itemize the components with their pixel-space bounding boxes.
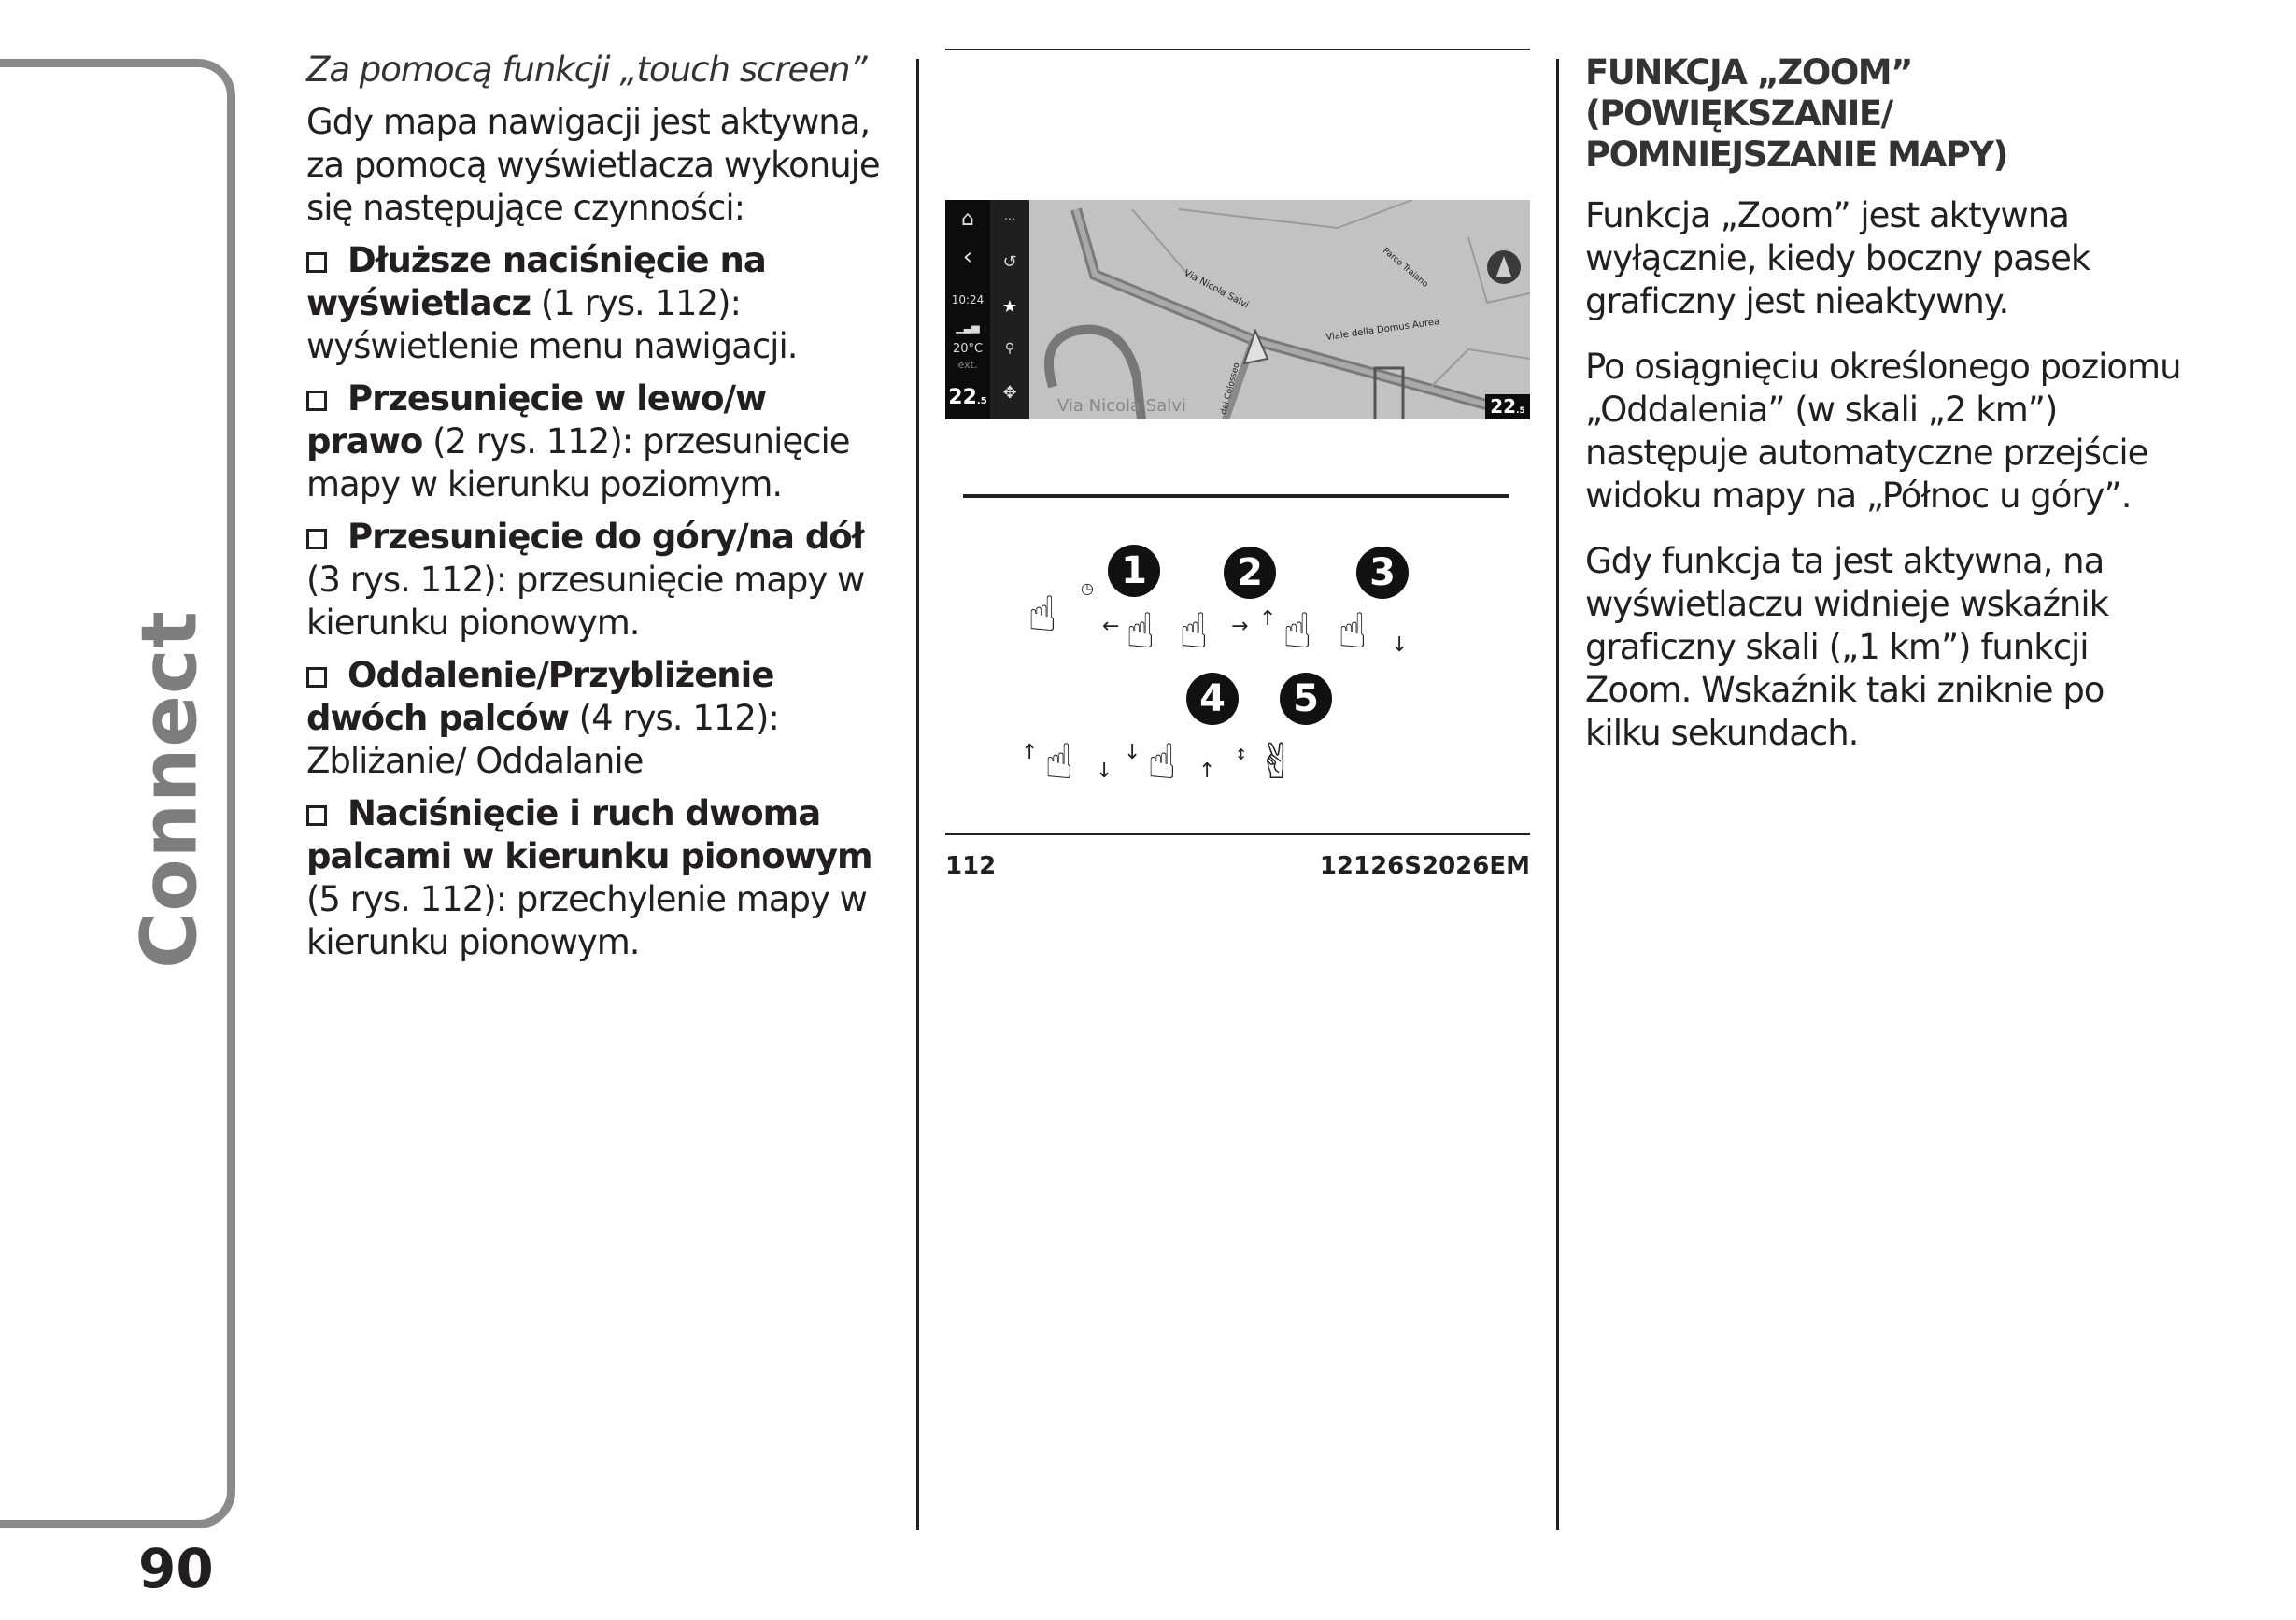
favorite-star-icon[interactable]: ★ bbox=[1001, 297, 1018, 317]
clock-time: 10:24 bbox=[951, 293, 985, 306]
checkbox-bullet-icon bbox=[306, 391, 327, 411]
column-divider bbox=[916, 59, 919, 1530]
arrow-down-icon: ↓ bbox=[1124, 741, 1141, 764]
ext-label: ext. bbox=[957, 359, 978, 371]
cabin-temp-left: 22.5 bbox=[948, 386, 987, 409]
map-sidebar bbox=[945, 200, 1029, 419]
column-divider bbox=[1556, 59, 1559, 1530]
arrow-right-icon: → bbox=[1231, 615, 1249, 638]
figure-inner-rule bbox=[963, 494, 1509, 498]
arrow-up-icon: ↑ bbox=[1259, 607, 1277, 631]
paragraph: Funkcja „Zoom” jest aktywna wyłącznie, kiedy boczny pasek graficzny jest nieaktywny. bbox=[1585, 195, 2090, 321]
route-icon[interactable]: ⋯ bbox=[1004, 212, 1015, 225]
pinch-in-hand-icon: ☝ bbox=[1147, 734, 1177, 790]
checkbox-bullet-icon bbox=[306, 805, 327, 826]
item-text: (3 rys. 112): przesunięcie mapy w kierunku pionowym. bbox=[306, 560, 865, 643]
checkbox-bullet-icon bbox=[306, 667, 327, 688]
figure-bottom-rule bbox=[945, 833, 1530, 835]
gesture-number-3: 3 bbox=[1356, 547, 1409, 599]
section-label: Connect bbox=[125, 610, 215, 969]
figure-number: 112 bbox=[945, 852, 997, 880]
pinch-out-hand-icon: ☝ bbox=[1044, 734, 1074, 790]
item-text: (5 rys. 112): przechylenie mapy w kierunku pionowym. bbox=[306, 879, 867, 962]
arrow-down-icon: ↓ bbox=[1096, 760, 1113, 783]
checkbox-bullet-icon bbox=[306, 529, 327, 549]
two-finger-tilt-hand-icon: ✌ bbox=[1256, 734, 1297, 790]
page-number: 90 bbox=[138, 1537, 214, 1600]
item-text: (2 rys. 112): przesunięcie mapy w kierunku poziomym. bbox=[306, 421, 850, 504]
figure-code: 12126S2026EM bbox=[1319, 852, 1530, 880]
swipe-right-hand-icon: ☝ bbox=[1179, 604, 1209, 660]
section-heading: FUNKCJA „ZOOM” (POWIĘKSZANIE/ POMNIEJSZANIE MAPY) bbox=[1585, 52, 2007, 175]
map-roads bbox=[945, 200, 1530, 419]
signal-icon: ▁▃▅ bbox=[956, 321, 980, 334]
swipe-up-hand-icon: ☝ bbox=[1283, 604, 1312, 660]
arrow-down-icon: ↓ bbox=[1391, 633, 1409, 657]
gesture-number-1: 1 bbox=[1108, 545, 1160, 597]
swipe-left-hand-icon: ☝ bbox=[1126, 604, 1155, 660]
clock-icon: ◷ bbox=[1081, 579, 1094, 597]
poi-icon[interactable]: ⚲ bbox=[1004, 341, 1015, 356]
map-street-label: Viale della Domus Aurea bbox=[1325, 317, 1440, 343]
list-item bbox=[306, 516, 890, 645]
right-column bbox=[1585, 52, 2183, 764]
gesture-number-5: 5 bbox=[1280, 673, 1332, 725]
arrow-up-icon: ↑ bbox=[1198, 760, 1216, 783]
intro-italic: Za pomocą funkcji „touch screen” bbox=[306, 50, 867, 90]
gesture-number-2: 2 bbox=[1224, 547, 1276, 599]
item-title: Naciśnięcie i ruch dwoma palcami w kierunku pionowym bbox=[306, 793, 872, 876]
item-title: Oddalenie/Przybliżenie dwóch palców bbox=[306, 655, 774, 738]
item-title: Przesunięcie do góry/na dół bbox=[347, 517, 864, 557]
navigation-map-screenshot bbox=[945, 200, 1530, 419]
home-icon[interactable]: ⌂ bbox=[961, 207, 974, 231]
figure-top-rule bbox=[945, 49, 1530, 50]
long-press-hand-icon: ☝ bbox=[1028, 587, 1057, 643]
ext-temp: 20°C bbox=[952, 342, 984, 356]
map-street-label: Via Nicola Salvi bbox=[1182, 267, 1251, 311]
swipe-down-hand-icon: ☝ bbox=[1338, 604, 1368, 660]
item-title: Dłuższe naciśnięcie na wyświetlacz bbox=[306, 240, 766, 323]
list-item bbox=[306, 377, 890, 506]
arrow-up-icon: ↑ bbox=[1021, 741, 1039, 764]
left-column bbox=[306, 49, 890, 973]
gesture-number-4: 4 bbox=[1186, 673, 1239, 725]
checkbox-bullet-icon bbox=[306, 252, 327, 273]
list-item bbox=[306, 792, 890, 964]
cabin-temp-right: 22.5 bbox=[1485, 394, 1530, 419]
current-street: Via Nicola Salvi bbox=[1057, 396, 1186, 416]
item-text: (4 rys. 112): Zbliżanie/ Oddalanie bbox=[306, 698, 779, 781]
list-item bbox=[306, 654, 890, 783]
back-icon[interactable]: ‹ bbox=[962, 243, 973, 271]
arrow-updown-icon: ↕ bbox=[1235, 746, 1248, 763]
list-item bbox=[306, 239, 890, 368]
move-icon[interactable]: ✥ bbox=[1002, 383, 1017, 403]
map-street-label: Parco Traiano bbox=[1381, 246, 1430, 290]
map-street-label: dei Colosseo bbox=[1219, 362, 1242, 416]
history-icon[interactable]: ↺ bbox=[1002, 252, 1017, 272]
item-text: (1 rys. 112): wyświetlenie menu nawigacji. bbox=[306, 283, 798, 366]
item-title: Przesunięcie w lewo/w prawo bbox=[306, 378, 767, 462]
intro-text: Gdy mapa nawigacji jest aktywna, za pomocą wyświetlacza wykonuje się następujące czynności: bbox=[306, 102, 880, 228]
paragraph: Po osiągnięciu określonego poziomu „Oddalenia” (w skali „2 km”) następuje automatyczne przejście widoku mapy na „Północ u góry”. bbox=[1585, 347, 2181, 516]
arrow-left-icon: ← bbox=[1102, 615, 1120, 638]
paragraph: Gdy funkcja ta jest aktywna, na wyświetlaczu widnieje wskaźnik graficzny skali („1 km”) funkcji Zoom. Wskaźnik taki zniknie po kilku sekundach. bbox=[1585, 541, 2109, 753]
